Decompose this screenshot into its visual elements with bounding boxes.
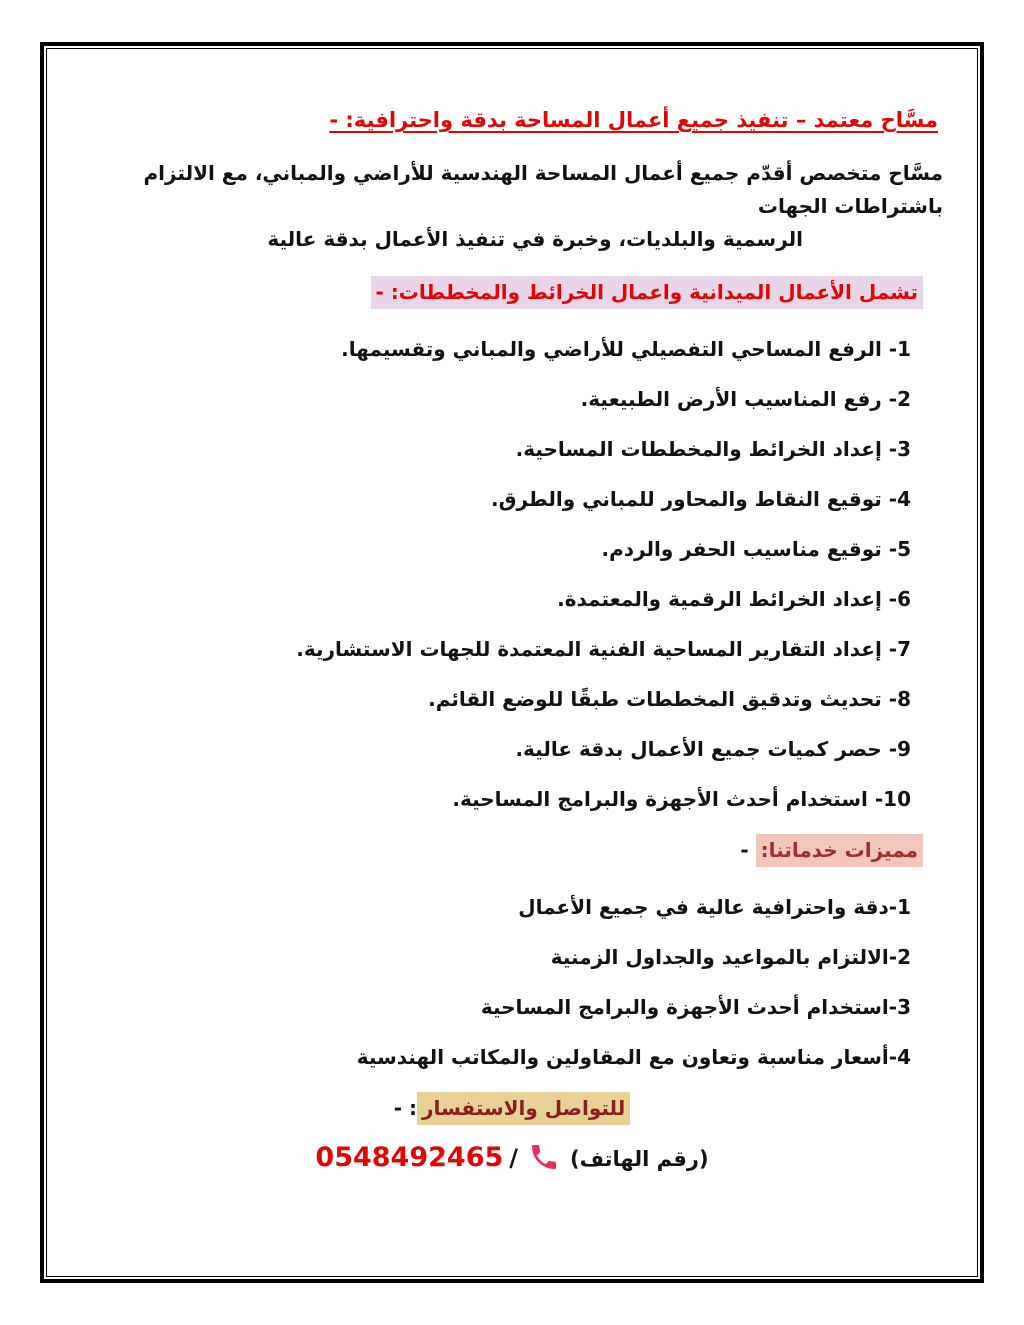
- list-item: 5- توقيع مناسيب الحفر والردم.: [601, 537, 911, 561]
- features-list: [81, 896, 943, 1069]
- list-item: 6- إعداد الخرائط الرقمية والمعتمدة.: [557, 587, 911, 611]
- intro-line-2: الرسمية والبلديات، وخبرة في تنفيذ الأعمال بدقة عالية: [267, 227, 803, 251]
- list-item: 3-استخدام أحدث الأجهزة والبرامج المساحية: [480, 995, 911, 1019]
- list-item: 2- رفع المناسيب الأرض الطبيعية.: [580, 387, 911, 411]
- features-heading-highlight: مميزات خدماتنا:: [756, 834, 923, 867]
- contact-heading-highlight: للتواصل والاستفسار: [417, 1092, 630, 1125]
- phone-label: (رقم الهاتف): [570, 1147, 709, 1171]
- services-list: [81, 338, 943, 811]
- services-heading-highlight: تشمل الأعمال الميدانية واعمال الخرائط والمخططات: -: [371, 276, 923, 309]
- contact-section-heading: [81, 1096, 943, 1120]
- list-item: 8- تحديث وتدقيق المخططات طبقًا للوضع القائم.: [428, 687, 911, 711]
- phone-line: [81, 1138, 943, 1179]
- phone-receiver-icon: [528, 1141, 560, 1173]
- phone-number: 0548492465: [315, 1142, 504, 1173]
- services-section-heading: [81, 280, 923, 304]
- list-item: 3- إعداد الخرائط والمخططات المساحية.: [515, 437, 911, 461]
- page-content-area: [46, 48, 978, 1277]
- features-section-heading: [81, 838, 923, 862]
- list-item: 9- حصر كميات جميع الأعمال بدقة عالية.: [515, 737, 911, 761]
- list-item: 7- إعداد التقارير المساحية الفنية المعتمدة للجهات الاستشارية.: [296, 637, 911, 661]
- list-item: 1-دقة واحترافية عالية في جميع الأعمال: [518, 895, 911, 919]
- list-item: 10- استخدام أحدث الأجهزة والبرامج المساحية.: [452, 787, 911, 811]
- page-border-frame: [40, 42, 984, 1283]
- intro-paragraph: [81, 157, 943, 256]
- list-item: 4- توقيع النقاط والمحاور للمباني والطرق.: [491, 487, 911, 511]
- document-title: مسَّاح معتمد – تنفيذ جميع أعمال المساحة بدقة واحترافية: -: [329, 108, 938, 132]
- list-item: 4-أسعار مناسبة وتعاون مع المقاولين والمكاتب الهندسية: [356, 1045, 911, 1069]
- contact-heading-suffix: : -: [393, 1096, 418, 1120]
- phone-separator: /: [509, 1144, 519, 1172]
- intro-line-1: مسَّاح متخصص أقدّم جميع أعمال المساحة الهندسية للأراضي والمباني، مع الالتزام باشتراطات الجهات: [143, 161, 943, 218]
- features-heading-suffix: -: [740, 838, 756, 862]
- list-item: 1- الرفع المساحي التفصيلي للأراضي والمباني وتقسيمها.: [341, 337, 911, 361]
- list-item: 2-الالتزام بالمواعيد والجداول الزمنية: [550, 945, 911, 969]
